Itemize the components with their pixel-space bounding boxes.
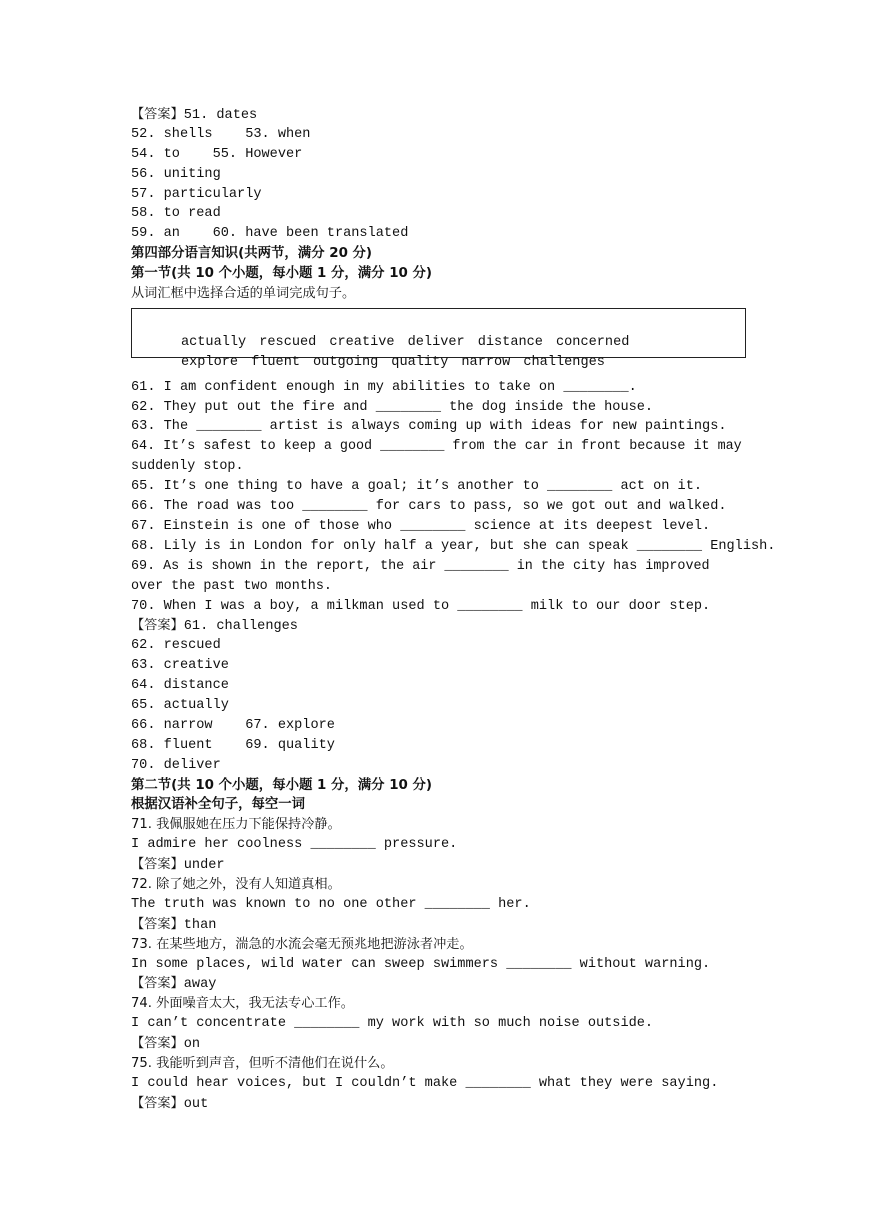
answer-line: 56. uniting bbox=[131, 166, 221, 182]
answer-line: 54. to 55. However bbox=[131, 146, 303, 162]
question: 69. As is shown in the report, the air ________ in the city has improved over the past two months. bbox=[131, 558, 710, 594]
answer-line bbox=[131, 105, 745, 125]
answer-line: 52. shells 53. when bbox=[131, 126, 311, 142]
word-box bbox=[131, 308, 746, 370]
answer-line: 70. deliver bbox=[131, 757, 221, 773]
question: 64. It’s safest to keep a good ________ from the car in front because it may suddenly stop. bbox=[131, 439, 742, 475]
answer-text: on bbox=[183, 1037, 201, 1053]
answer-line: 66. narrow 67. explore bbox=[131, 717, 335, 733]
word: concerned bbox=[555, 334, 630, 350]
answer-line: 58. to read bbox=[131, 206, 221, 222]
section1-instruction: 从词汇框中选择合适的单词完成句子。 bbox=[131, 286, 356, 302]
answer-line: 62. rescued bbox=[131, 638, 221, 654]
word: distance bbox=[477, 334, 543, 350]
document-page bbox=[131, 105, 776, 1114]
word: explore bbox=[180, 354, 239, 370]
answer-line bbox=[131, 616, 745, 636]
answer-text: away bbox=[183, 977, 217, 993]
item-english: I admire her coolness ________ pressure. bbox=[131, 837, 458, 853]
word: narrow bbox=[461, 354, 511, 370]
answer-line: 57. particularly bbox=[131, 186, 262, 202]
item-chinese: 72. 除了她之外，没有人知道真相。 bbox=[131, 876, 341, 892]
item-chinese: 73. 在某些地方，湍急的水流会毫无预兆地把游泳者冲走。 bbox=[131, 936, 473, 952]
section2-instruction: 根据汉语补全句子，每空一词 bbox=[131, 797, 306, 813]
question: 63. The ________ artist is always coming up with ideas for new paintings. bbox=[131, 419, 727, 435]
answer-tag: 【答案】 bbox=[131, 976, 184, 992]
word: actually bbox=[180, 334, 247, 350]
word: quality bbox=[391, 354, 449, 370]
answer-tag: 【答案】 bbox=[131, 107, 184, 122]
word: fluent bbox=[251, 354, 301, 370]
section2-title: 第二节(共 10 个小题，每小题 1 分，满分 10 分) bbox=[131, 777, 433, 793]
word: outgoing bbox=[313, 354, 379, 370]
answer-tag: 【答案】 bbox=[131, 857, 184, 873]
word-box-row bbox=[132, 313, 745, 350]
answer-tag: 【答案】 bbox=[131, 618, 184, 634]
section1-title: 第一节(共 10 个小题，每小题 1 分，满分 10 分) bbox=[131, 266, 433, 282]
answer-tag: 【答案】 bbox=[131, 1036, 184, 1052]
question: 70. When I was a boy, a milkman used to ________ milk to our door step. bbox=[131, 598, 711, 614]
answer-line: 63. creative bbox=[131, 658, 229, 674]
question: 65. It’s one thing to have a goal; it’s another to ________ act on it. bbox=[131, 479, 703, 495]
answer-line: 65. actually bbox=[131, 697, 229, 713]
answer-line bbox=[131, 1034, 745, 1054]
word: creative bbox=[329, 334, 395, 350]
item-english: In some places, wild water can sweep swimmers ________ without warning. bbox=[131, 956, 711, 972]
answer-line bbox=[131, 1094, 745, 1114]
answer-line bbox=[131, 855, 745, 875]
answer-text: than bbox=[183, 917, 217, 933]
question: 62. They put out the fire and ________ the dog inside the house. bbox=[131, 399, 654, 415]
word: challenges bbox=[523, 354, 605, 370]
answer-text: under bbox=[183, 858, 225, 874]
question: 66. The road was too ________ for cars to pass, so we got out and walked. bbox=[131, 499, 727, 515]
answer-line: 68. fluent 69. quality bbox=[131, 737, 335, 753]
item-chinese: 75. 我能听到声音，但听不清他们在说什么。 bbox=[131, 1056, 394, 1071]
word: deliver bbox=[407, 334, 465, 350]
answer-line: 59. an 60. have been translated bbox=[131, 226, 409, 242]
answer-line bbox=[131, 974, 745, 994]
part-title: 第四部分语言知识(共两节，满分 20 分) bbox=[131, 246, 373, 262]
item-chinese: 71. 我佩服她在压力下能保持冷静。 bbox=[131, 817, 341, 833]
answer-line: 64. distance bbox=[131, 678, 229, 694]
question: 68. Lily is in London for only half a year, but she can speak ________ English. bbox=[131, 538, 776, 554]
answer-tag: 【答案】 bbox=[131, 916, 184, 932]
question: 67. Einstein is one of those who ________ science at its deepest level. bbox=[131, 518, 711, 534]
answer-text: 61. challenges bbox=[183, 619, 298, 635]
answer-text: 51. dates bbox=[183, 108, 258, 123]
item-english: I can’t concentrate ________ my work with so much noise outside. bbox=[131, 1016, 654, 1032]
word: rescued bbox=[259, 334, 317, 350]
question: 61. I am confident enough in my abilities to take on ________. bbox=[131, 379, 637, 395]
item-chinese: 74. 外面噪音太大，我无法专心工作。 bbox=[131, 996, 354, 1012]
item-english: The truth was known to no one other ________ her. bbox=[131, 896, 531, 912]
answer-text: out bbox=[183, 1096, 209, 1112]
answer-line bbox=[131, 915, 745, 935]
item-english: I could hear voices, but I couldn’t make ________ what they were saying. bbox=[131, 1075, 719, 1091]
answer-tag: 【答案】 bbox=[131, 1095, 184, 1111]
